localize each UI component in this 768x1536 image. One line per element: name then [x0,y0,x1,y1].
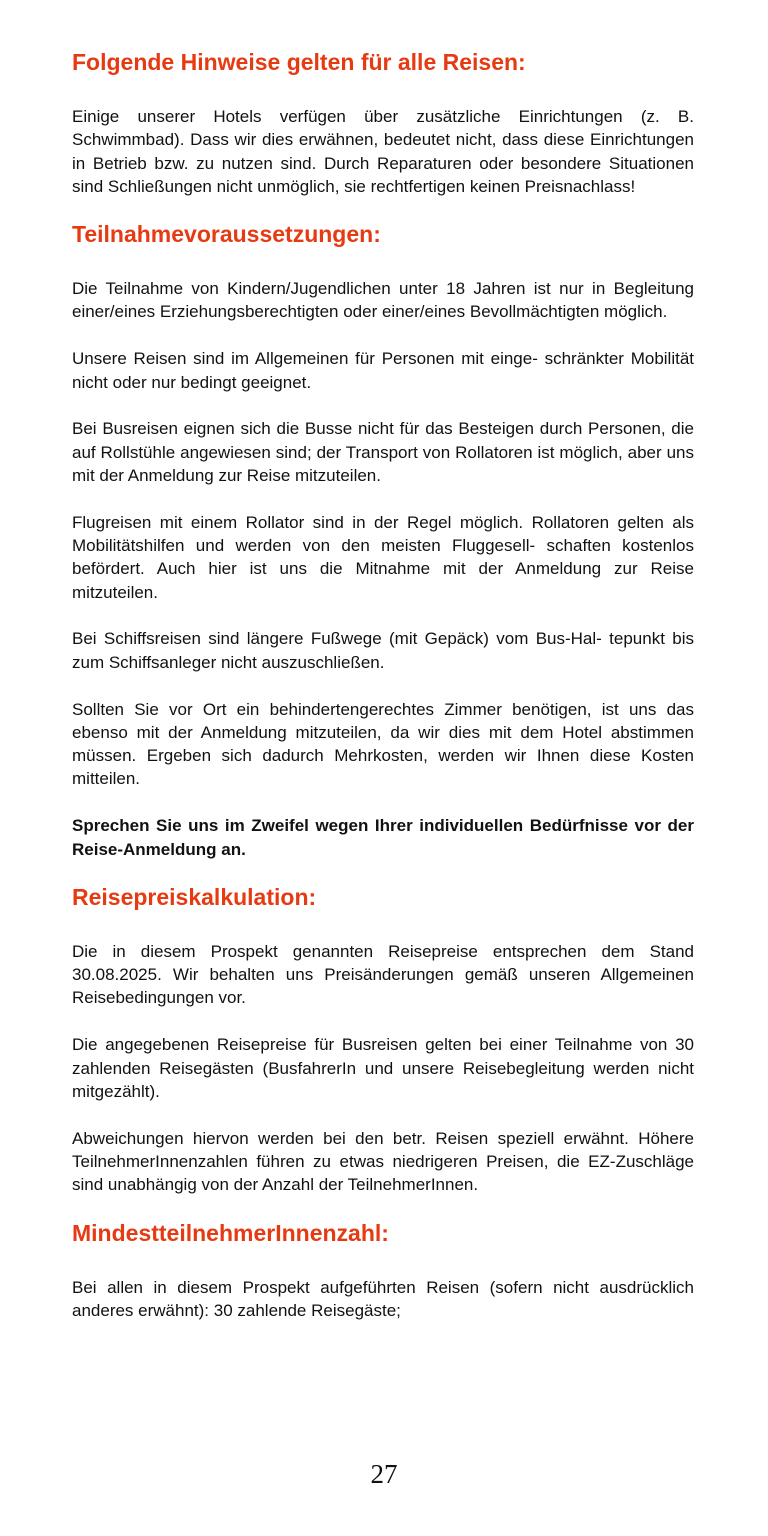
paragraph-flight-travel: Flugreisen mit einem Rollator sind in der Regel möglich. Rollatoren gelten als Mobilitätshilfen und werden von den meisten Fluggesell- schaften kostenlos befördert. Auch hier ist uns die Mitnahme mit der Anmeldung zur Reise mitzuteilen. [72,512,694,602]
paragraph-deviations: Abweichungen hiervon werden bei den betr. Reisen speziell erwähnt. Höhere TeilnehmerInnenzahlen führen zu etwas niedrigeren Preisen, die EZ-Zuschläge sind unabhängig von der Anzahl der TeilnehmerInnen. [72,1128,694,1195]
document-page [72,48,694,1322]
paragraph-bus-prices: Die angegebenen Reisepreise für Busreisen gelten bei einer Teilnahme von 30 zahlenden Reisegästen (BusfahrerIn und unsere Reisebegleitung werden nicht mitgezählt). [72,1035,694,1101]
paragraph-bus-travel: Bei Busreisen eignen sich die Busse nicht für das Besteigen durch Personen, die auf Rollstühle angewiesen sind; der Transport von Rollatoren ist möglich, aber uns mit der Anmeldung zur Reise mitzuteilen. [72,419,694,485]
section-heading-participation-requirements: Teilnahmevoraussetzungen: [72,221,381,248]
paragraph-minors: Die Teilnahme von Kindern/Jugendlichen unter 18 Jahren ist nur in Begleitung einer/eines Erziehungsberechtigten oder einer/eines Bevollmächtigten möglich. [72,279,694,322]
section-heading-minimum-participants: MindestteilnehmerInnenzahl: [72,1219,389,1246]
paragraph-minimum-participants: Bei allen in diesem Prospekt aufgeführten Reisen (sofern nicht ausdrücklich anderes erwähnt): 30 zahlende Reisegäste; [72,1277,694,1320]
paragraph-accessible-room: Sollten Sie vor Ort ein behindertengerechtes Zimmer benötigen, ist uns das ebenso mit der Anmeldung mitzuteilen, da wir dies mit dem Hotel abstimmen müssen. Ergeben sich dadurch Mehrkosten, werden wir Ihnen diese Kosten mitteilen. [72,699,694,789]
paragraph-price-status: Die in diesem Prospekt genannten Reisepreise entsprechen dem Stand 30.08.2025. Wir behalten uns Preisänderungen gemäß unseren Allgemeinen Reisebedingungen vor. [72,941,694,1008]
paragraph-mobility: Unsere Reisen sind im Allgemeinen für Personen mit einge- schränkter Mobilität nicht oder nur bedingt geeignet. [72,349,694,392]
paragraph-ship-travel: Bei Schiffsreisen sind längere Fußwege (mit Gepäck) vom Bus-Hal- tepunkt bis zum Schiffsanleger nicht auszuschließen. [72,629,694,672]
paragraph-contact-notice: Sprechen Sie uns im Zweifel wegen Ihrer individuellen Bedürfnisse vor der Reise-Anmeldung an. [72,816,694,859]
section-heading-general-notes: Folgende Hinweise gelten für alle Reisen: [72,49,526,75]
page-number: 27 [370,1459,398,1489]
section-heading-price-calculation: Reisepreiskalkulation: [72,883,317,910]
paragraph-hotel-facilities: Einige unserer Hotels verfügen über zusätzliche Einrichtungen (z. B. Schwimmbad). Dass wir dies erwähnen, bedeutet nicht, dass diese Einrichtungen in Betrieb bzw. zu nutzen sind. Durch Reparaturen oder besondere Situationen sind Schließungen nicht unmöglich, sie rechtfertigen keinen Preisnachlass! [72,107,694,196]
